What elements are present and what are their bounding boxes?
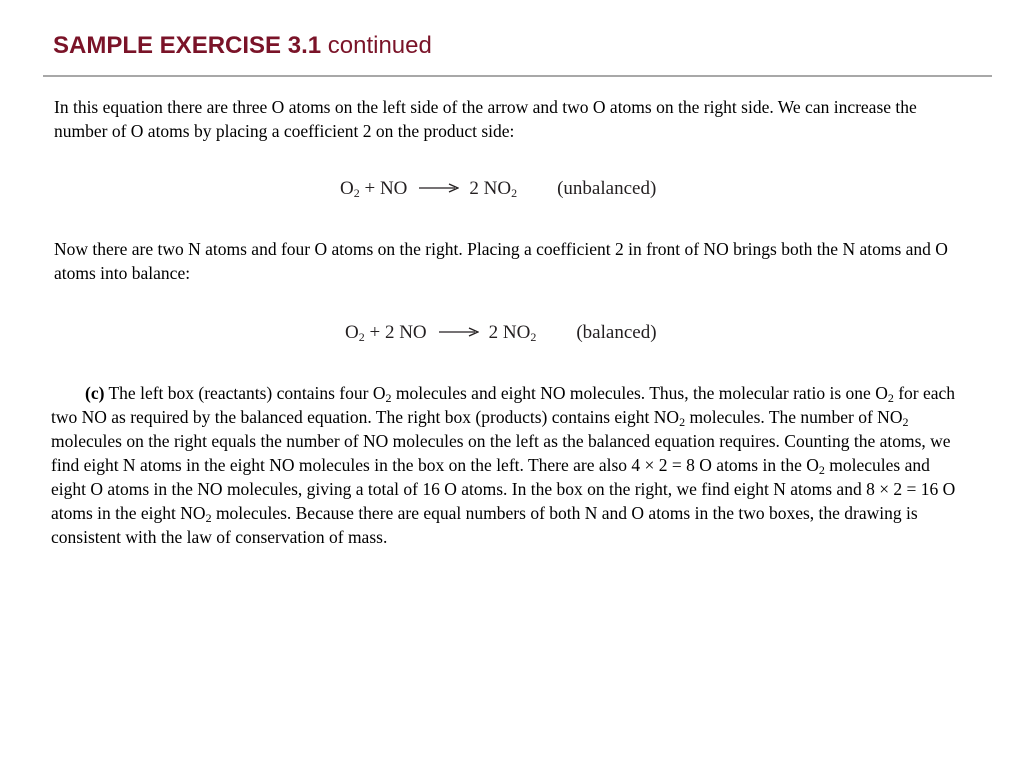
eq1-plus: + [359, 178, 380, 199]
eq2-status: (balanced) [576, 322, 657, 343]
eq2-reactant2: 2 NO [384, 322, 427, 343]
p3-text-7: molecules. Because there are equal numbers of both N and O atoms in the two boxes, the drawing is consistent with the law of conservation of mass. [51, 503, 918, 547]
eq1-reactant1-subscript: 2 [353, 186, 360, 200]
equation-unbalanced [340, 176, 656, 202]
part-c-label: (c) [85, 383, 105, 403]
p3-text-4: molecules. The number of NO [685, 407, 903, 427]
paragraph-2: Now there are two N atoms and four O atoms on the right. Placing a coefficient 2 in front of NO brings both the N atoms and O atoms into balance: [54, 239, 948, 283]
p3-text-6: molecules and eight O atoms in the NO molecules, giving a total of 16 O atoms. In the box on the right, we find eight N atoms and 8 × 2 = 16 O atoms in the eight NO [51, 455, 956, 523]
eq2-reactant1: O [345, 322, 359, 343]
eq1-product-subscript: 2 [511, 186, 518, 200]
eq1-reactant1: O [340, 178, 354, 199]
p3-subscript-2: 2 [887, 391, 894, 405]
equation-balanced [345, 320, 657, 346]
p3-text-1: The left box (reactants) contains four O [104, 383, 386, 403]
title-divider [43, 75, 992, 77]
p3-subscript-4: 2 [902, 415, 909, 429]
p3-text-5: molecules on the right equals the number of NO molecules on the left as the balanced equation requires. Counting the atoms, we find eight N atoms in the eight NO molecules in the box on the left. There are also 4 × 2 = 8 O atoms in the O [51, 431, 951, 475]
eq1-status: (unbalanced) [557, 178, 657, 199]
p3-subscript-3: 2 [679, 415, 686, 429]
paragraph-3 [51, 381, 969, 549]
reaction-arrow-icon [439, 327, 479, 337]
eq1-reactant2: NO [379, 178, 408, 199]
eq2-plus: + [364, 322, 385, 343]
slide-title [53, 31, 432, 61]
p3-text-2: molecules and eight NO molecules. Thus, the molecular ratio is one O [391, 383, 888, 403]
title-continued-text: continued [321, 32, 432, 59]
title-bold-text: SAMPLE EXERCISE 3.1 [53, 32, 322, 59]
p3-subscript-5: 2 [818, 463, 825, 477]
p3-subscript-1: 2 [385, 391, 392, 405]
eq2-product-subscript: 2 [530, 330, 537, 344]
paragraph-1: In this equation there are three O atoms on the left side of the arrow and two O atoms on the right side. We can increase the number of O atoms by placing a coefficient 2 on the product side: [54, 97, 917, 141]
p3-subscript-6: 2 [205, 511, 212, 525]
eq2-reactant1-subscript: 2 [358, 330, 365, 344]
p3-text-3: for each two NO as required by the balanced equation. The right box (products) contains eight NO [51, 383, 956, 427]
eq1-product: 2 NO [469, 178, 512, 199]
eq2-product: 2 NO [488, 322, 531, 343]
reaction-arrow-icon [419, 183, 459, 193]
